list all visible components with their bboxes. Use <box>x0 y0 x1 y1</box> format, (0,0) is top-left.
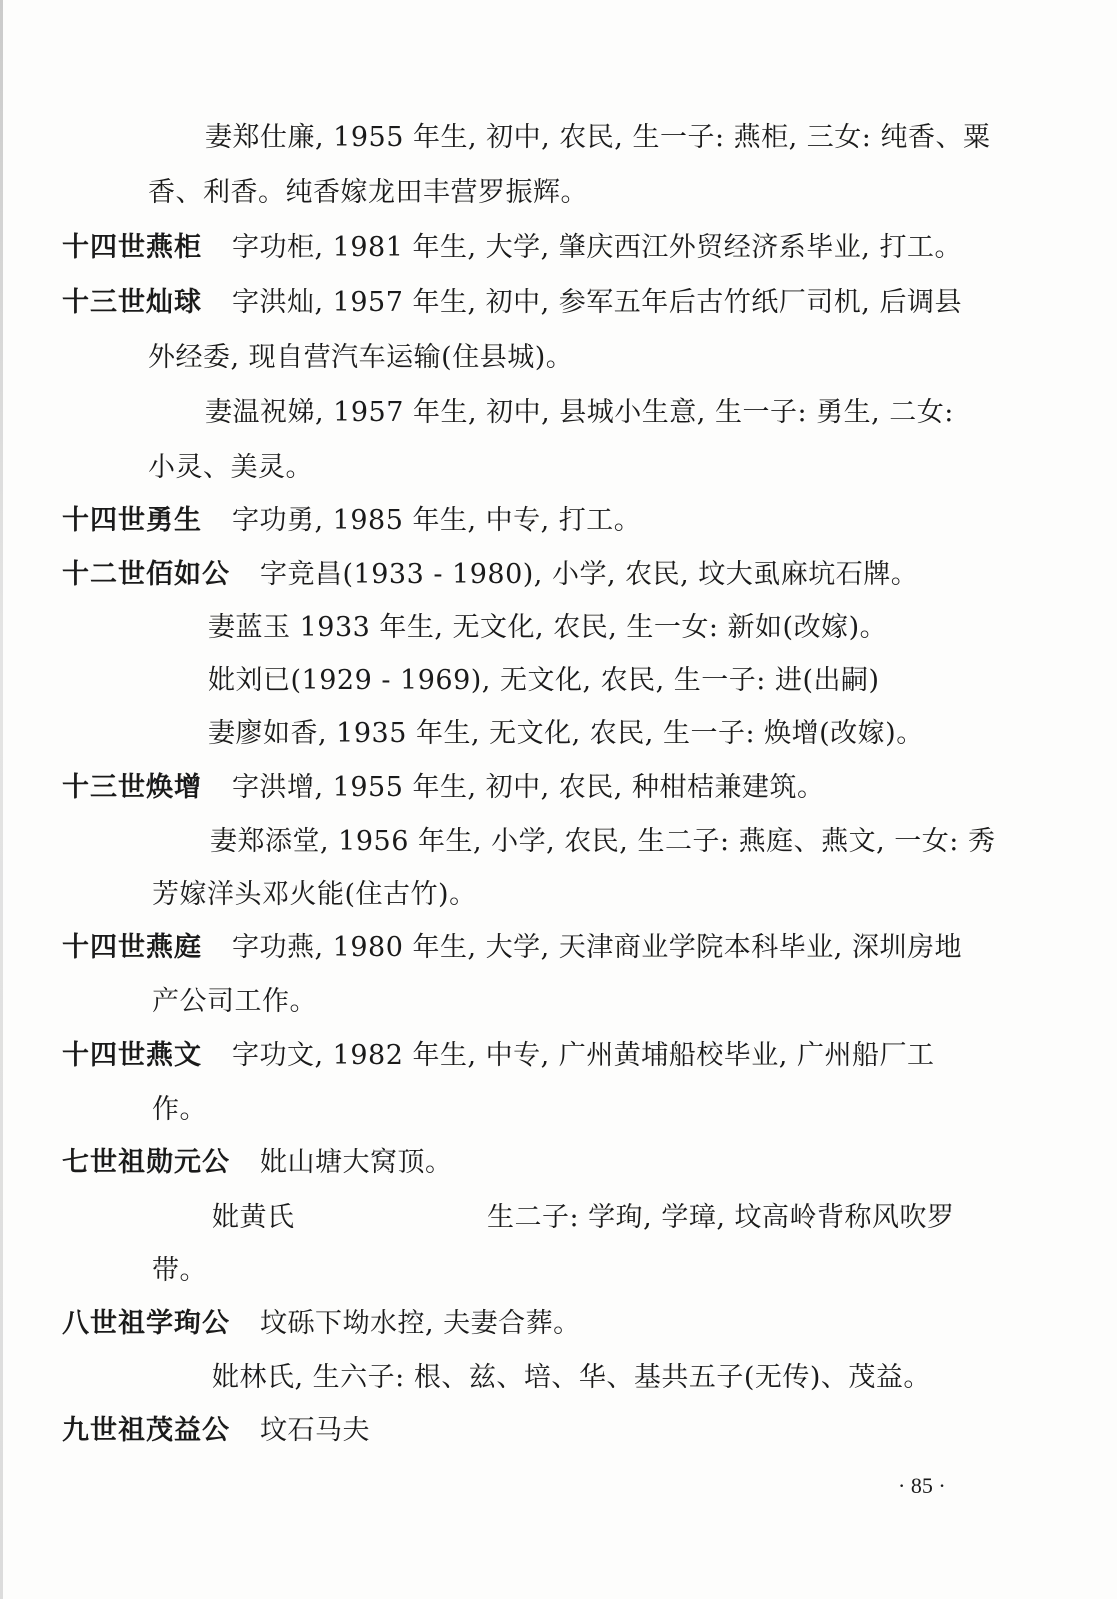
generation-heading: 十四世勇生 <box>62 505 202 536</box>
entry-text: 香、利香。纯香嫁龙田丰营罗振辉。 <box>148 177 588 208</box>
entry-line <box>62 1038 934 1074</box>
entry-text: 妻郑仕廉, 1955 年生, 初中, 农民, 生一子: 燕柜, 三女: 纯香、粟 <box>205 122 991 153</box>
entry-line <box>62 930 962 966</box>
entry-line <box>210 824 995 860</box>
entry-text: 坟砾下坳水控, 夫妻合葬。 <box>260 1308 581 1339</box>
entry-line <box>205 120 990 156</box>
entry-text: 外经委, 现自营汽车运输(住县城)。 <box>148 342 574 373</box>
entry-line <box>148 340 573 376</box>
entry-line <box>208 610 887 646</box>
entry-line <box>152 877 477 913</box>
entry-text: 字洪增, 1955 年生, 初中, 农民, 种柑桔兼建筑。 <box>232 772 825 803</box>
entry-text: 字功柜, 1981 年生, 大学, 肇庆西江外贸经济系毕业, 打工。 <box>232 232 962 263</box>
generation-heading: 八世祖学珣公 <box>62 1308 230 1339</box>
generation-heading: 十四世燕庭 <box>62 932 202 963</box>
entry-line <box>205 395 954 431</box>
entry-line <box>62 1145 453 1181</box>
entry-text: 带。 <box>152 1255 207 1286</box>
entry-line <box>62 1413 370 1449</box>
generation-heading: 十四世燕柜 <box>62 232 202 263</box>
generation-heading: 七世祖勋元公 <box>62 1147 230 1178</box>
entry-line <box>152 1092 207 1128</box>
entry-line <box>152 984 317 1020</box>
entry-text: 产公司工作。 <box>152 986 317 1017</box>
page-edge-shadow <box>0 0 3 1599</box>
entry-text: 字功文, 1982 年生, 中专, 广州黄埔船校毕业, 广州船厂工 <box>232 1040 935 1071</box>
generation-heading: 十二世佰如公 <box>62 559 230 590</box>
entry-text: 妻廖如香, 1935 年生, 无文化, 农民, 生一子: 焕增(改嫁)。 <box>208 718 924 749</box>
entry-line <box>62 503 641 539</box>
generation-heading: 十三世焕增 <box>62 772 202 803</box>
entry-text: 生二子: 学珣, 学璋, 坟高岭背称风吹罗 <box>487 1202 955 1233</box>
entry-text: 芳嫁洋头邓火能(住古竹)。 <box>152 879 477 910</box>
entry-text: 妻温祝娣, 1957 年生, 初中, 县城小生意, 生一子: 勇生, 二女: <box>205 397 954 428</box>
entry-text: 小灵、美灵。 <box>148 452 313 483</box>
entry-line <box>212 1360 931 1396</box>
entry-text: 字洪灿, 1957 年生, 初中, 参军五年后古竹纸厂司机, 后调县 <box>232 287 962 318</box>
entry-line <box>148 450 313 486</box>
entry-text: 字功燕, 1980 年生, 大学, 天津商业学院本科毕业, 深圳房地 <box>232 932 962 963</box>
entry-line <box>148 175 588 211</box>
entry-line <box>62 1306 581 1342</box>
entry-line <box>208 663 880 699</box>
entry-text: 妻蓝玉 1933 年生, 无文化, 农民, 生一女: 新如(改嫁)。 <box>208 612 888 643</box>
entry-text: 字功勇, 1985 年生, 中专, 打工。 <box>232 505 642 536</box>
generation-heading: 十四世燕文 <box>62 1040 202 1071</box>
entry-line <box>152 1253 207 1289</box>
entry-line <box>62 285 962 321</box>
generation-heading: 九世祖茂益公 <box>62 1415 230 1446</box>
entry-text: 坟石马夫 <box>260 1415 370 1446</box>
generation-heading: 十三世灿球 <box>62 287 202 318</box>
entry-line <box>62 557 918 593</box>
entry-text: 妣山塘大窝顶。 <box>260 1147 453 1178</box>
entry-line <box>212 1200 295 1236</box>
entry-text: 妻郑添堂, 1956 年生, 小学, 农民, 生二子: 燕庭、燕文, 一女: 秀 <box>210 826 996 857</box>
entry-text: 字竞昌(1933 - 1980), 小学, 农民, 坟大虱麻坑石牌。 <box>260 559 919 590</box>
entry-text: 妣黄氏 <box>212 1202 295 1233</box>
page-number: · 85 · <box>898 1473 946 1498</box>
entry-text: 妣林氏, 生六子: 根、兹、培、华、基共五子(无传)、茂益。 <box>212 1362 931 1393</box>
entry-line <box>62 770 824 806</box>
entry-line <box>62 230 962 266</box>
entry-text: 妣刘已(1929 - 1969), 无文化, 农民, 生一子: 进(出嗣) <box>208 665 880 696</box>
entry-text: 作。 <box>152 1094 207 1125</box>
entry-line <box>487 1200 955 1236</box>
entry-line <box>208 716 924 752</box>
